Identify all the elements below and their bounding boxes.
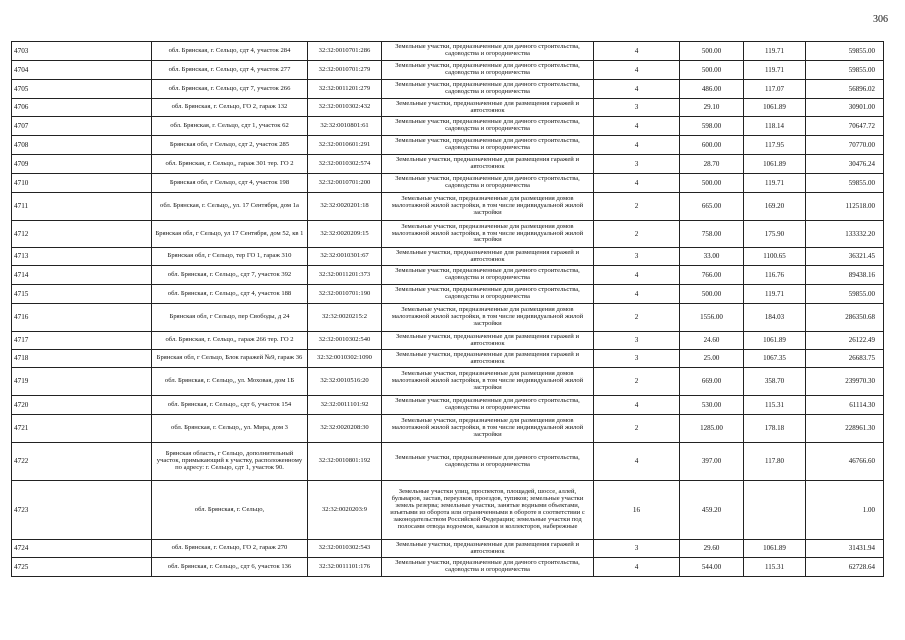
address-cell: обл. Брянская, г. Сельцо,, сдт 4, участок 188 xyxy=(152,285,308,304)
land-use-cell: Земельные участки, предназначенные для размещения гаражей и автостоянок xyxy=(382,99,594,117)
area-cell: 500.00 xyxy=(680,174,744,193)
cadastral-value-cell: 62728.64 xyxy=(806,558,884,577)
land-use-cell: Земельные участки, предназначенные для размещения гаражей и автостоянок xyxy=(382,332,594,350)
land-use-cell: Земельные участки, предназначенные для размещения гаражей и автостоянок xyxy=(382,350,594,368)
area-cell: 600.00 xyxy=(680,136,744,155)
cadastral-number-cell: 32:32:0010601:291 xyxy=(308,136,382,155)
table-row xyxy=(12,443,884,481)
row-number-cell: 4710 xyxy=(12,174,152,193)
group-cell: 3 xyxy=(594,155,680,174)
table-row xyxy=(12,61,884,80)
cadastral-number-cell: 32:32:0010302:432 xyxy=(308,99,382,117)
cadastral-number-cell: 32:32:0011201:373 xyxy=(308,266,382,285)
address-cell: обл. Брянская, г. Сельцо, сдт 1, участок 62 xyxy=(152,117,308,136)
table-row xyxy=(12,396,884,415)
land-use-cell: Земельные участки, предназначенные для дачного строительства, садоводства и огородничества xyxy=(382,61,594,80)
cadastral-value-cell: 30476.24 xyxy=(806,155,884,174)
row-number-cell: 4716 xyxy=(12,304,152,332)
cadastral-value-cell: 89438.16 xyxy=(806,266,884,285)
cadastral-value-cell: 61114.30 xyxy=(806,396,884,415)
cadastral-value-table xyxy=(11,41,884,577)
specific-value-cell: 117.80 xyxy=(744,443,806,481)
address-cell: Брянская обл, г Сельцо, пер Свободы, д 24 xyxy=(152,304,308,332)
group-cell: 3 xyxy=(594,350,680,368)
row-number-cell: 4714 xyxy=(12,266,152,285)
specific-value-cell: 1061.89 xyxy=(744,332,806,350)
address-cell: Брянская обл, г Сельцо, сдт 2, участок 285 xyxy=(152,136,308,155)
cadastral-number-cell: 32:32:0011101:176 xyxy=(308,558,382,577)
address-cell: обл. Брянская, г. Сельцо,, сдт 7, участок 392 xyxy=(152,266,308,285)
table-row xyxy=(12,155,884,174)
row-number-cell: 4723 xyxy=(12,481,152,540)
area-cell: 530.00 xyxy=(680,396,744,415)
cadastral-value-cell: 59855.00 xyxy=(806,285,884,304)
specific-value-cell: 115.31 xyxy=(744,558,806,577)
group-cell: 3 xyxy=(594,248,680,266)
area-cell: 1556.00 xyxy=(680,304,744,332)
address-cell: обл. Брянская, г. Сельцо, сдт 4, участок 284 xyxy=(152,42,308,61)
cadastral-number-cell: 32:32:0020208:30 xyxy=(308,415,382,443)
address-cell: обл. Брянская, г. Сельцо,, ул. Моховая, дом 1Б xyxy=(152,368,308,396)
table-row xyxy=(12,368,884,396)
specific-value-cell: 178.18 xyxy=(744,415,806,443)
group-cell: 2 xyxy=(594,415,680,443)
area-cell: 544.00 xyxy=(680,558,744,577)
group-cell: 3 xyxy=(594,332,680,350)
group-cell: 4 xyxy=(594,80,680,99)
row-number-cell: 4705 xyxy=(12,80,152,99)
row-number-cell: 4703 xyxy=(12,42,152,61)
specific-value-cell: 184.03 xyxy=(744,304,806,332)
land-use-cell: Земельные участки, предназначенные для дачного строительства, садоводства и огородничества xyxy=(382,558,594,577)
land-use-cell: Земельные участки, предназначенные для дачного строительства, садоводства и огородничества xyxy=(382,266,594,285)
land-use-cell: Земельные участки, предназначенные для дачного строительства, садоводства и огородничества xyxy=(382,117,594,136)
specific-value-cell: 119.71 xyxy=(744,174,806,193)
cadastral-value-cell: 70770.00 xyxy=(806,136,884,155)
row-number-cell: 4706 xyxy=(12,99,152,117)
cadastral-number-cell: 32:32:0010301:67 xyxy=(308,248,382,266)
address-cell: обл. Брянская, г. Сельцо,, гараж 266 тер. ГО 2 xyxy=(152,332,308,350)
table-row xyxy=(12,193,884,221)
address-cell: обл. Брянская, г. Сельцо,, гараж 301 тер. ГО 2 xyxy=(152,155,308,174)
cadastral-value-cell: 30901.00 xyxy=(806,99,884,117)
address-cell: обл. Брянская, г. Сельцо, сдт 4, участок 277 xyxy=(152,61,308,80)
cadastral-number-cell: 32:32:0020209:15 xyxy=(308,221,382,248)
table-row xyxy=(12,136,884,155)
land-use-cell: Земельные участки улиц, проспектов, площадей, шоссе, аллей, бульваров, застав, переулков, проездов, тупиков; земельные участки земель резерва; земельные участки, занятые водными объектами, изъятыми из оборота или ограниченными в обороте в соответствии с законодательством Российской Федерации; земельные участки под полосами отвода водоемов, каналов и коллекторов, набережные xyxy=(382,481,594,540)
table-row xyxy=(12,221,884,248)
group-cell: 2 xyxy=(594,221,680,248)
area-cell: 29.10 xyxy=(680,99,744,117)
land-use-cell: Земельные участки, предназначенные для размещения домов малоэтажной жилой застройки, в том числе индивидуальной жилой застройки xyxy=(382,368,594,396)
area-cell: 24.60 xyxy=(680,332,744,350)
specific-value-cell xyxy=(744,481,806,540)
group-cell: 16 xyxy=(594,481,680,540)
area-cell: 500.00 xyxy=(680,61,744,80)
cadastral-number-cell: 32:32:0010302:1090 xyxy=(308,350,382,368)
row-number-cell: 4712 xyxy=(12,221,152,248)
cadastral-number-cell: 32:32:0010516:20 xyxy=(308,368,382,396)
table-row xyxy=(12,350,884,368)
group-cell: 2 xyxy=(594,304,680,332)
address-cell: Брянская обл, г Сельцо, тер ГО 1, гараж 310 xyxy=(152,248,308,266)
area-cell: 28.70 xyxy=(680,155,744,174)
land-use-cell: Земельные участки, предназначенные для размещения гаражей и автостоянок xyxy=(382,248,594,266)
cadastral-number-cell: 32:32:0020215:2 xyxy=(308,304,382,332)
land-use-cell: Земельные участки, предназначенные для дачного строительства, садоводства и огородничества xyxy=(382,174,594,193)
row-number-cell: 4704 xyxy=(12,61,152,80)
area-cell: 669.00 xyxy=(680,368,744,396)
group-cell: 3 xyxy=(594,99,680,117)
land-use-cell: Земельные участки, предназначенные для дачного строительства, садоводства и огородничества xyxy=(382,396,594,415)
address-cell: Брянская область, г Сельцо, дополнительный участок, примыкающий к участку, расположенному по адресу: г. Сельцо, сдт 1, участок 90. xyxy=(152,443,308,481)
row-number-cell: 4711 xyxy=(12,193,152,221)
land-use-cell: Земельные участки, предназначенные для размещения гаражей и автостоянок xyxy=(382,155,594,174)
row-number-cell: 4713 xyxy=(12,248,152,266)
cadastral-value-cell: 59855.00 xyxy=(806,174,884,193)
cadastral-value-cell: 46766.60 xyxy=(806,443,884,481)
cadastral-number-cell: 32:32:0011101:92 xyxy=(308,396,382,415)
group-cell: 4 xyxy=(594,285,680,304)
row-number-cell: 4709 xyxy=(12,155,152,174)
table-row xyxy=(12,80,884,99)
area-cell: 598.00 xyxy=(680,117,744,136)
specific-value-cell: 117.95 xyxy=(744,136,806,155)
area-cell: 486.00 xyxy=(680,80,744,99)
cadastral-value-cell: 59855.00 xyxy=(806,61,884,80)
table-row xyxy=(12,266,884,285)
cadastral-number-cell: 32:32:0011201:279 xyxy=(308,80,382,99)
table-row xyxy=(12,285,884,304)
area-cell: 459.20 xyxy=(680,481,744,540)
specific-value-cell: 115.31 xyxy=(744,396,806,415)
specific-value-cell: 1067.35 xyxy=(744,350,806,368)
address-cell: обл. Брянская, г. Сельцо, ГО 2, гараж 270 xyxy=(152,540,308,558)
group-cell: 4 xyxy=(594,42,680,61)
row-number-cell: 4707 xyxy=(12,117,152,136)
area-cell: 29.60 xyxy=(680,540,744,558)
table-row xyxy=(12,248,884,266)
cadastral-number-cell: 32:32:0010701:279 xyxy=(308,61,382,80)
specific-value-cell: 119.71 xyxy=(744,61,806,80)
cadastral-value-cell: 112518.00 xyxy=(806,193,884,221)
group-cell: 4 xyxy=(594,558,680,577)
land-use-cell: Земельные участки, предназначенные для дачного строительства, садоводства и огородничества xyxy=(382,136,594,155)
specific-value-cell: 117.07 xyxy=(744,80,806,99)
group-cell: 4 xyxy=(594,117,680,136)
cadastral-number-cell: 32:32:0010302:574 xyxy=(308,155,382,174)
cadastral-number-cell: 32:32:0010701:200 xyxy=(308,174,382,193)
row-number-cell: 4724 xyxy=(12,540,152,558)
land-use-cell: Земельные участки, предназначенные для размещения домов малоэтажной жилой застройки, в том числе индивидуальной жилой застройки xyxy=(382,193,594,221)
specific-value-cell: 118.14 xyxy=(744,117,806,136)
address-cell: Брянская обл, г Сельцо, Блок гаражей №9, гараж 36 xyxy=(152,350,308,368)
table-row xyxy=(12,117,884,136)
specific-value-cell: 1061.89 xyxy=(744,99,806,117)
cadastral-value-cell: 286350.68 xyxy=(806,304,884,332)
row-number-cell: 4721 xyxy=(12,415,152,443)
specific-value-cell: 1061.89 xyxy=(744,540,806,558)
land-use-cell: Земельные участки, предназначенные для размещения домов малоэтажной жилой застройки, в том числе индивидуальной жилой застройки xyxy=(382,415,594,443)
cadastral-value-cell: 133332.20 xyxy=(806,221,884,248)
row-number-cell: 4720 xyxy=(12,396,152,415)
group-cell: 4 xyxy=(594,266,680,285)
land-use-cell: Земельные участки, предназначенные для дачного строительства, садоводства и огородничества xyxy=(382,42,594,61)
area-cell: 1285.00 xyxy=(680,415,744,443)
area-cell: 500.00 xyxy=(680,285,744,304)
specific-value-cell: 169.20 xyxy=(744,193,806,221)
group-cell: 2 xyxy=(594,193,680,221)
land-use-cell: Земельные участки, предназначенные для дачного строительства, садоводства и огородничества xyxy=(382,443,594,481)
table-row xyxy=(12,332,884,350)
area-cell: 665.00 xyxy=(680,193,744,221)
cadastral-number-cell: 32:32:0010302:540 xyxy=(308,332,382,350)
cadastral-value-cell: 31431.94 xyxy=(806,540,884,558)
cadastral-value-cell: 26683.75 xyxy=(806,350,884,368)
row-number-cell: 4725 xyxy=(12,558,152,577)
cadastral-number-cell: 32:32:0010801:192 xyxy=(308,443,382,481)
address-cell: обл. Брянская, г. Сельцо,, сдт 6, участок 154 xyxy=(152,396,308,415)
specific-value-cell: 175.90 xyxy=(744,221,806,248)
cadastral-value-cell: 36321.45 xyxy=(806,248,884,266)
group-cell: 2 xyxy=(594,368,680,396)
address-cell: обл. Брянская, г. Сельцо,, ул. 17 Сентября, дом 1а xyxy=(152,193,308,221)
table-row xyxy=(12,558,884,577)
area-cell: 758.00 xyxy=(680,221,744,248)
table-row xyxy=(12,540,884,558)
specific-value-cell: 358.70 xyxy=(744,368,806,396)
cadastral-number-cell: 32:32:0010701:286 xyxy=(308,42,382,61)
row-number-cell: 4715 xyxy=(12,285,152,304)
cadastral-number-cell: 32:32:0010701:190 xyxy=(308,285,382,304)
address-cell: Брянская обл, г Сельцо, ул 17 Сентября, дом 52, кв 1 xyxy=(152,221,308,248)
address-cell: обл. Брянская, г. Сельцо, xyxy=(152,481,308,540)
land-use-cell: Земельные участки, предназначенные для дачного строительства, садоводства и огородничества xyxy=(382,285,594,304)
address-cell: обл. Брянская, г. Сельцо,, ул. Мира, дом 3 xyxy=(152,415,308,443)
specific-value-cell: 1100.65 xyxy=(744,248,806,266)
area-cell: 33.00 xyxy=(680,248,744,266)
table-row xyxy=(12,415,884,443)
group-cell: 4 xyxy=(594,443,680,481)
table-row xyxy=(12,42,884,61)
specific-value-cell: 119.71 xyxy=(744,42,806,61)
land-use-cell: Земельные участки, предназначенные для дачного строительства, садоводства и огородничества xyxy=(382,80,594,99)
group-cell: 4 xyxy=(594,61,680,80)
table-row xyxy=(12,99,884,117)
land-use-cell: Земельные участки, предназначенные для размещения домов малоэтажной жилой застройки, в том числе индивидуальной жилой застройки xyxy=(382,221,594,248)
specific-value-cell: 1061.89 xyxy=(744,155,806,174)
specific-value-cell: 116.76 xyxy=(744,266,806,285)
area-cell: 500.00 xyxy=(680,42,744,61)
cadastral-value-cell: 26122.49 xyxy=(806,332,884,350)
group-cell: 4 xyxy=(594,136,680,155)
group-cell: 4 xyxy=(594,396,680,415)
land-use-cell: Земельные участки, предназначенные для размещения гаражей и автостоянок xyxy=(382,540,594,558)
area-cell: 766.00 xyxy=(680,266,744,285)
cadastral-value-cell: 56896.02 xyxy=(806,80,884,99)
group-cell: 3 xyxy=(594,540,680,558)
cadastral-value-cell: 239970.30 xyxy=(806,368,884,396)
cadastral-number-cell: 32:32:0020201:18 xyxy=(308,193,382,221)
row-number-cell: 4717 xyxy=(12,332,152,350)
cadastral-number-cell: 32:32:0010302:543 xyxy=(308,540,382,558)
row-number-cell: 4718 xyxy=(12,350,152,368)
cadastral-number-cell: 32:32:0010801:61 xyxy=(308,117,382,136)
row-number-cell: 4708 xyxy=(12,136,152,155)
cadastral-number-cell: 32:32:0020203:9 xyxy=(308,481,382,540)
area-cell: 397.00 xyxy=(680,443,744,481)
cadastral-value-cell: 70647.72 xyxy=(806,117,884,136)
area-cell: 25.00 xyxy=(680,350,744,368)
land-use-cell: Земельные участки, предназначенные для размещения домов малоэтажной жилой застройки, в том числе индивидуальной жилой застройки xyxy=(382,304,594,332)
group-cell: 4 xyxy=(594,174,680,193)
table-row xyxy=(12,174,884,193)
row-number-cell: 4722 xyxy=(12,443,152,481)
cadastral-value-cell: 59855.00 xyxy=(806,42,884,61)
page-number: 306 xyxy=(873,14,888,25)
cadastral-value-cell: 228961.30 xyxy=(806,415,884,443)
address-cell: обл. Брянская, г. Сельцо, сдт 7, участок 266 xyxy=(152,80,308,99)
cadastral-value-cell: 1.00 xyxy=(806,481,884,540)
row-number-cell: 4719 xyxy=(12,368,152,396)
address-cell: Брянская обл, г Сельцо, сдт 4, участок 198 xyxy=(152,174,308,193)
table-row xyxy=(12,481,884,540)
address-cell: обл. Брянская, г. Сельцо,, сдт 6, участок 136 xyxy=(152,558,308,577)
address-cell: обл. Брянская, г. Сельцо, ГО 2, гараж 132 xyxy=(152,99,308,117)
specific-value-cell: 119.71 xyxy=(744,285,806,304)
table-row xyxy=(12,304,884,332)
